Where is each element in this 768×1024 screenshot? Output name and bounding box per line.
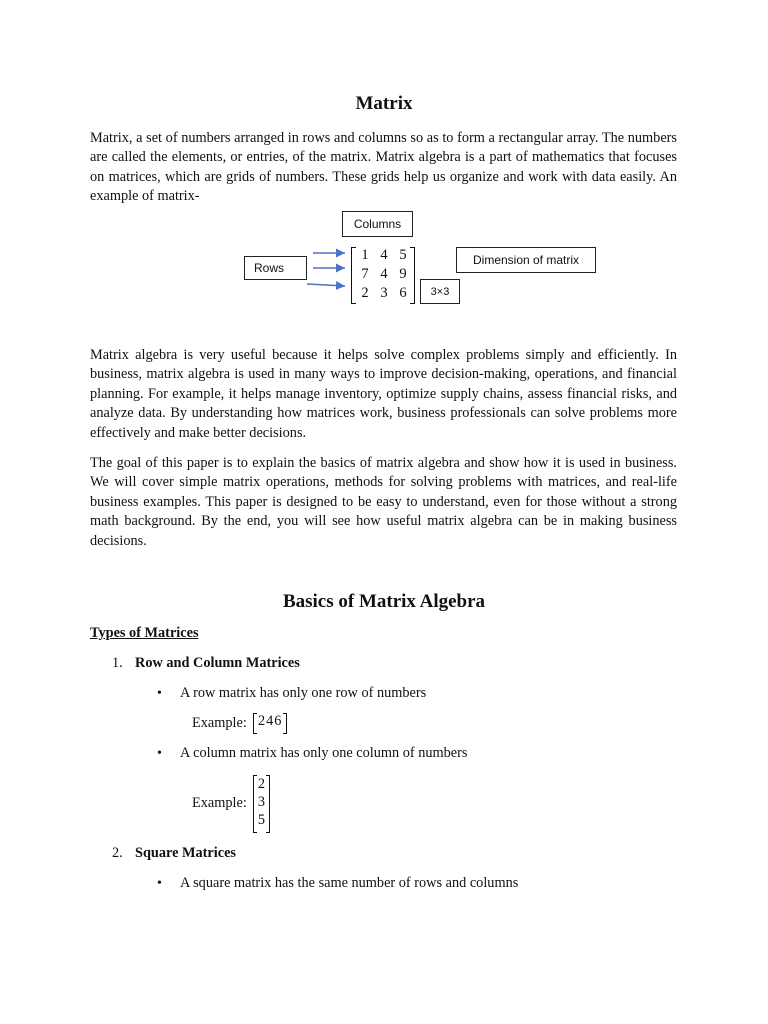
bullet-text: A row matrix has only one row of numbers — [180, 685, 427, 701]
intro-paragraph: Matrix, a set of numbers arranged in rows and columns so as to form a rectangular array. The numbers are called the elements, or entries, of the matrix. Matrix algebra is a part of mathematics that focuses on matrices, which are grids of numbers. These grids help us organize and work with data easily. An example of matrix- — [90, 130, 677, 205]
usefulness-paragraph: Matrix algebra is very useful because it helps solve complex problems simply and efficiently. In business, matrix algebra is used in many ways to improve decision-making, operations, and financial planning. For example, it helps manage inventory, optimize supply chains, assess financial risks, and analyze data. By understanding how matrices work, business professionals can solve problems more effectively and make better decisions. — [90, 347, 677, 441]
row-matrix-values: 246 — [258, 713, 283, 729]
matrix-cell: 4 — [380, 247, 388, 263]
row-arrows — [305, 246, 355, 294]
row-arrow — [307, 284, 345, 286]
list-item-title: Row and Column Matrices — [135, 655, 300, 671]
list-number: 1. — [112, 655, 123, 671]
bullet-text: A column matrix has only one column of numbers — [180, 745, 468, 761]
matrix-row — [357, 266, 411, 283]
subsection-title: Types of Matrices — [90, 625, 199, 641]
column-matrix-example — [253, 775, 270, 832]
list-number: 2. — [112, 845, 123, 861]
bullet-icon: • — [157, 746, 162, 761]
example-label: Example: — [192, 795, 247, 811]
example-label: Example: — [192, 715, 247, 731]
matrix-cell: 1 — [361, 247, 369, 263]
matrix-cell: 9 — [399, 266, 407, 282]
list-item-title: Square Matrices — [135, 845, 236, 861]
section-title: Basics of Matrix Algebra — [282, 591, 486, 612]
left-bracket — [351, 247, 356, 304]
matrix-row — [357, 247, 411, 264]
column-matrix-cell: 3 — [257, 794, 266, 810]
dimension-label: Dimension of matrix — [472, 253, 580, 267]
matrix-cell: 7 — [361, 266, 369, 282]
matrix-cell: 5 — [399, 247, 407, 263]
matrix-cell: 3 — [380, 285, 388, 301]
size-label-box — [420, 279, 460, 304]
matrix-cell: 4 — [380, 266, 388, 282]
row-matrix-example — [253, 713, 287, 733]
rows-label-box — [244, 256, 307, 280]
column-matrix-cell: 5 — [257, 812, 266, 828]
bullet-icon: • — [157, 686, 162, 701]
matrix-row — [357, 285, 411, 302]
dimension-label-box — [456, 247, 596, 273]
size-label: 3×3 — [430, 285, 450, 298]
example-matrix — [351, 246, 415, 303]
column-matrix-cell: 2 — [257, 776, 266, 792]
columns-label: Columns — [353, 217, 402, 231]
rows-label: Rows — [254, 261, 285, 275]
goal-paragraph: The goal of this paper is to explain the basics of matrix algebra and show how it is used in business. We will cover simple matrix operations, methods for solving problems with matrices, and real-life business examples. This paper is designed to be easy to understand, even for those without a strong math background. By the end, you will see how useful matrix algebra can be in making business decisions. — [90, 455, 677, 549]
matrix-cell: 6 — [399, 285, 407, 301]
bullet-text: A square matrix has the same number of rows and columns — [180, 875, 519, 891]
page-title: Matrix — [355, 93, 413, 114]
matrix-cell: 2 — [361, 285, 369, 301]
columns-label-box — [342, 211, 413, 237]
bullet-icon: • — [157, 876, 162, 891]
